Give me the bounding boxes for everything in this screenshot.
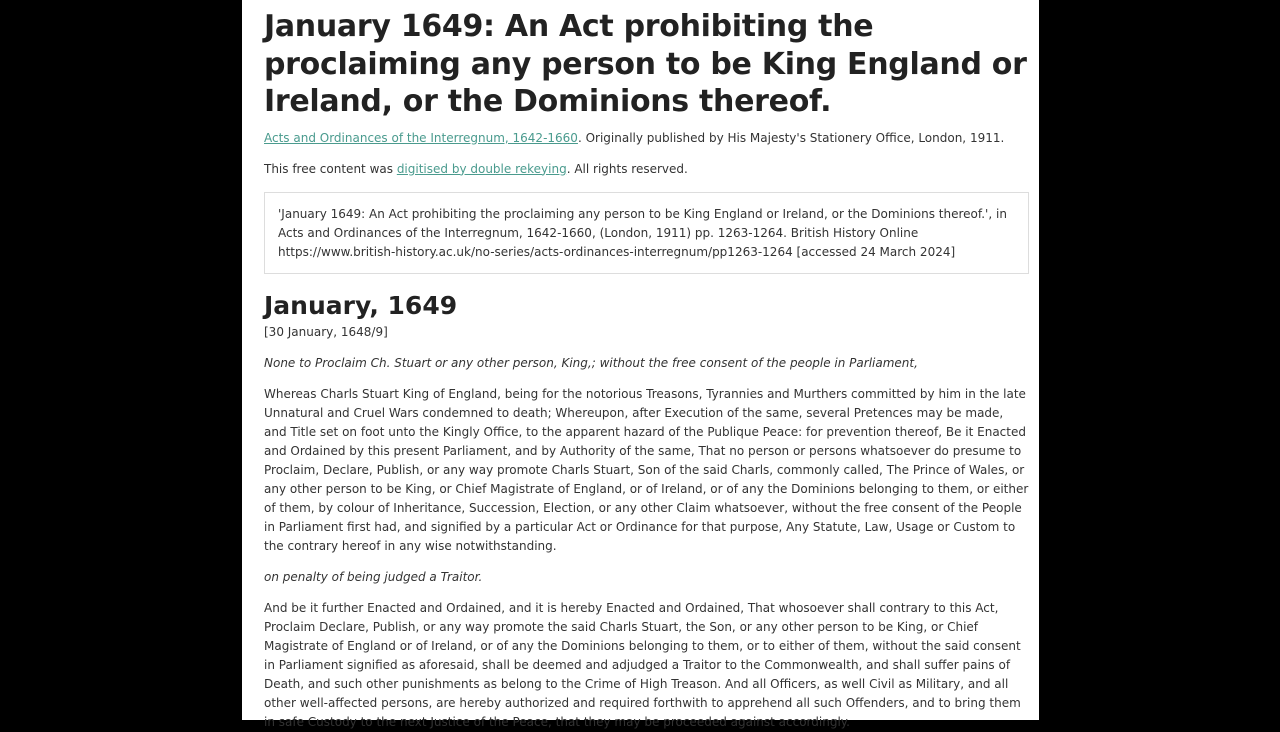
- rights-suffix: . All rights reserved.: [566, 161, 688, 176]
- citation-box: [264, 192, 1029, 274]
- body-paragraph-2: And be it further Enacted and Ordained, and it is hereby Enacted and Ordained, That whosoever shall contrary to this Act, Proclaim Declare, Publish, or any way promote the said Charls Stuart, the Son, or any other person to be King, or Chief Magistrate of England or of Ireland, or of any the Dominions belonging to them, or to either of them, without the said consent in Parliament signified as aforesaid, shall be deemed and adjudged a Traitor to the Commonwealth, and shall suffer pains of Death, and such other punishments as belong to the Crime of High Treason. And all Officers, as well Civil as Military, and all other well-affected persons, are hereby authorized and required forthwith to apprehend all such Offenders, and to bring them in safe Custody to the next Justice of the Peace, that they may be proceeded against accordingly.: [264, 600, 1021, 729]
- source-suffix: . Originally published by His Majesty's Stationery Office, London, 1911.: [577, 130, 1005, 145]
- source-line: [264, 129, 1029, 148]
- citation-text: 'January 1649: An Act prohibiting the proclaiming any person to be King England or Ireland, or the Dominions thereof.', in Acts and Ordinances of the Interregnum, 1642-1660, (London, 1911) pp. 1263-1264. British History Online https://www.british-history.ac.uk/no-series/acts-ordinances-interregnum/pp1263-1264 [accessed 24 March 2024]: [278, 206, 1007, 259]
- document-content: [264, 0, 1029, 732]
- page-title: January 1649: An Act prohibiting the proclaiming any person to be King England or Ireland, or the Dominions thereof.: [264, 9, 1027, 119]
- source-link[interactable]: Acts and Ordinances of the Interregnum, 1642-1660: [264, 130, 578, 145]
- summary-note: None to Proclaim Ch. Stuart or any other person, King,; without the free consent of the people in Parliament,: [264, 355, 918, 370]
- rights-prefix: This free content was: [264, 161, 397, 176]
- section-heading: January, 1649: [264, 290, 458, 320]
- body-paragraph-1: Whereas Charls Stuart King of England, being for the notorious Treasons, Tyrannies and Murthers committed by him in the late Unnatural and Cruel Wars condemned to death; Whereupon, after Execution of the same, several Pretences may be made, and Title set on foot unto the Kingly Office, to the apparent hazard of the Publique Peace: for prevention thereof, Be it Enacted and Ordained by this present Parliament, and by Authority of the same, That no person or persons whatsoever do presume to Proclaim, Declare, Publish, or any way promote Charls Stuart, Son of the said Charls, commonly called, The Prince of Wales, or any other person to be King, or Chief Magistrate of England, or of Ireland, or of any the Dominions belonging to them, or either of them, by colour of Inheritance, Succession, Election, or any other Claim whatsoever, without the free consent of the People in Parliament first had, and signified by a particular Act or Ordinance for that purpose, Any Statute, Law, Usage or Custom to the contrary hereof in any wise notwithstanding.: [264, 386, 1029, 553]
- document-page: [242, 0, 1039, 729]
- section-date: [30 January, 1648/9]: [264, 324, 388, 339]
- digitisation-link[interactable]: digitised by double rekeying: [396, 161, 567, 176]
- penalty-note: on penalty of being judged a Traitor.: [264, 569, 483, 584]
- rights-line: [264, 160, 1029, 179]
